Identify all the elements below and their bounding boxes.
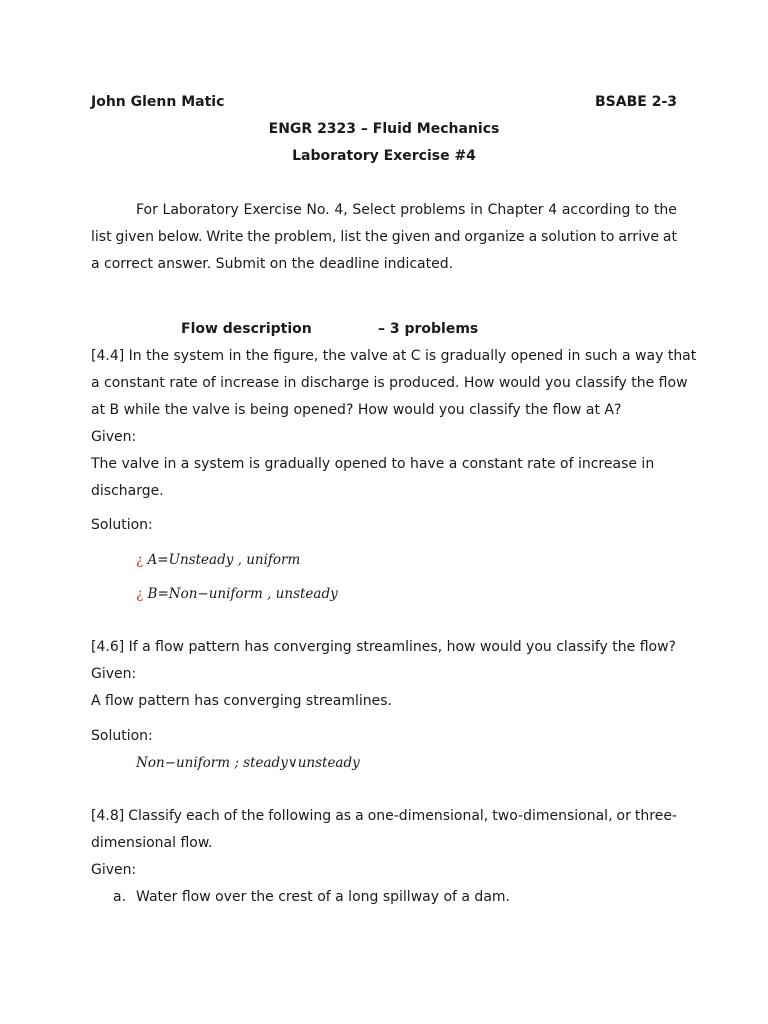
intro-line-1-word: Exercise: [243, 202, 302, 218]
problem-4-8-line-1-word: Classify: [128, 808, 182, 824]
solution-label: Solution:: [91, 517, 153, 533]
equation-text: A=Unsteady , uniform: [143, 552, 301, 568]
solution-label: Solution:: [91, 728, 153, 744]
problem-statement-line: [4.6] If a flow pattern has converging streamlines, how would you classify the flow?: [91, 639, 676, 655]
problem-4-8-line-1-word: as: [335, 808, 352, 824]
intro-line-3: a correct answer. Submit on the deadline indicated.: [91, 256, 454, 272]
intro-line-2-word: and: [434, 229, 461, 245]
intro-line-2-word: a: [528, 229, 538, 245]
intro-line-1-word: 4,: [334, 202, 348, 218]
problem-4-8-line-1-word: of: [223, 808, 238, 824]
solution-equation: [136, 551, 300, 569]
error-glyph: ¿: [136, 552, 144, 568]
intro-line-1-word: No.: [306, 202, 330, 218]
intro-line-2: [91, 228, 677, 246]
course-title: ENGR 2323 – Fluid Mechanics: [268, 121, 500, 137]
intro-line-2-word: solution: [541, 229, 597, 245]
problem-4-8-line-1-word: two-dimensional,: [492, 808, 613, 824]
given-label: Given:: [91, 429, 137, 445]
problem-4-8-line-1-word: or: [616, 808, 631, 824]
intro-line-1-word: according: [561, 202, 631, 218]
intro-line-1-word: For: [136, 202, 158, 218]
intro-line-2-word: to: [600, 229, 615, 245]
exercise-title: Laboratory Exercise #4: [292, 148, 476, 164]
intro-line-1-word: 4: [548, 202, 558, 218]
intro-line-2-word: given: [115, 229, 155, 245]
intro-line-1-word: the: [653, 202, 677, 218]
solution-equation: Non−uniform ; steady∨unsteady: [136, 755, 360, 771]
problem-statement-line: [91, 807, 677, 825]
intro-line-2-word: at: [662, 229, 677, 245]
problem-4-8-line-1-word: a: [355, 808, 364, 824]
given-line: A flow pattern has converging streamlines.: [91, 693, 392, 709]
intro-line-1-word: to: [635, 202, 650, 218]
intro-line-2-word: the: [364, 229, 388, 245]
given-label: Given:: [91, 862, 137, 878]
problem-statement-line: at B while the valve is being opened? How would you classify the flow at A?: [91, 402, 622, 418]
problem-statement-line: dimensional flow.: [91, 835, 213, 851]
section-topic: Flow description: [181, 321, 312, 337]
intro-line-2-word: arrive: [618, 229, 659, 245]
intro-line-1-word: Chapter: [487, 202, 544, 218]
problem-4-8-line-1-word: following: [268, 808, 332, 824]
problem-4-8-line-1-word: each: [185, 808, 220, 824]
error-glyph: ¿: [136, 586, 144, 602]
intro-line-1: [136, 201, 677, 219]
list-item-text: Water flow over the crest of a long spillway of a dam.: [136, 889, 510, 905]
solution-equation: [136, 585, 338, 603]
given-label: Given:: [91, 666, 137, 682]
intro-line-2-word: given: [391, 229, 431, 245]
section-count: – 3 problems: [378, 321, 479, 337]
intro-line-1-word: Select: [352, 202, 396, 218]
intro-line-2-word: list: [91, 229, 112, 245]
equation-text: B=Non−uniform , unsteady: [143, 586, 338, 602]
given-line: The valve in a system is gradually opened to have a constant rate of increase in: [91, 456, 655, 472]
problem-4-8-line-1-word: the: [241, 808, 265, 824]
given-line: discharge.: [91, 483, 164, 499]
intro-line-2-word: Write: [206, 229, 244, 245]
intro-line-2-word: the: [247, 229, 271, 245]
intro-line-2-word: organize: [464, 229, 525, 245]
intro-line-1-word: in: [470, 202, 483, 218]
problem-4-8-line-1-word: one-dimensional,: [367, 808, 489, 824]
list-item-marker: a.: [113, 889, 127, 905]
student-section: BSABE 2-3: [595, 94, 677, 110]
problem-statement-line: a constant rate of increase in discharge is produced. How would you classify the flow: [91, 375, 688, 391]
intro-line-2-word: problem,: [274, 229, 337, 245]
problem-4-8-line-1-word: [4.8]: [91, 808, 125, 824]
problem-4-8-line-1-word: three-: [634, 808, 677, 824]
intro-line-1-word: problems: [400, 202, 466, 218]
intro-line-1-word: Laboratory: [162, 202, 239, 218]
intro-line-2-word: below.: [157, 229, 203, 245]
student-name: John Glenn Matic: [91, 94, 225, 110]
problem-statement-line: [4.4] In the system in the figure, the valve at C is gradually opened in such a way that: [91, 348, 697, 364]
intro-line-2-word: list: [340, 229, 361, 245]
